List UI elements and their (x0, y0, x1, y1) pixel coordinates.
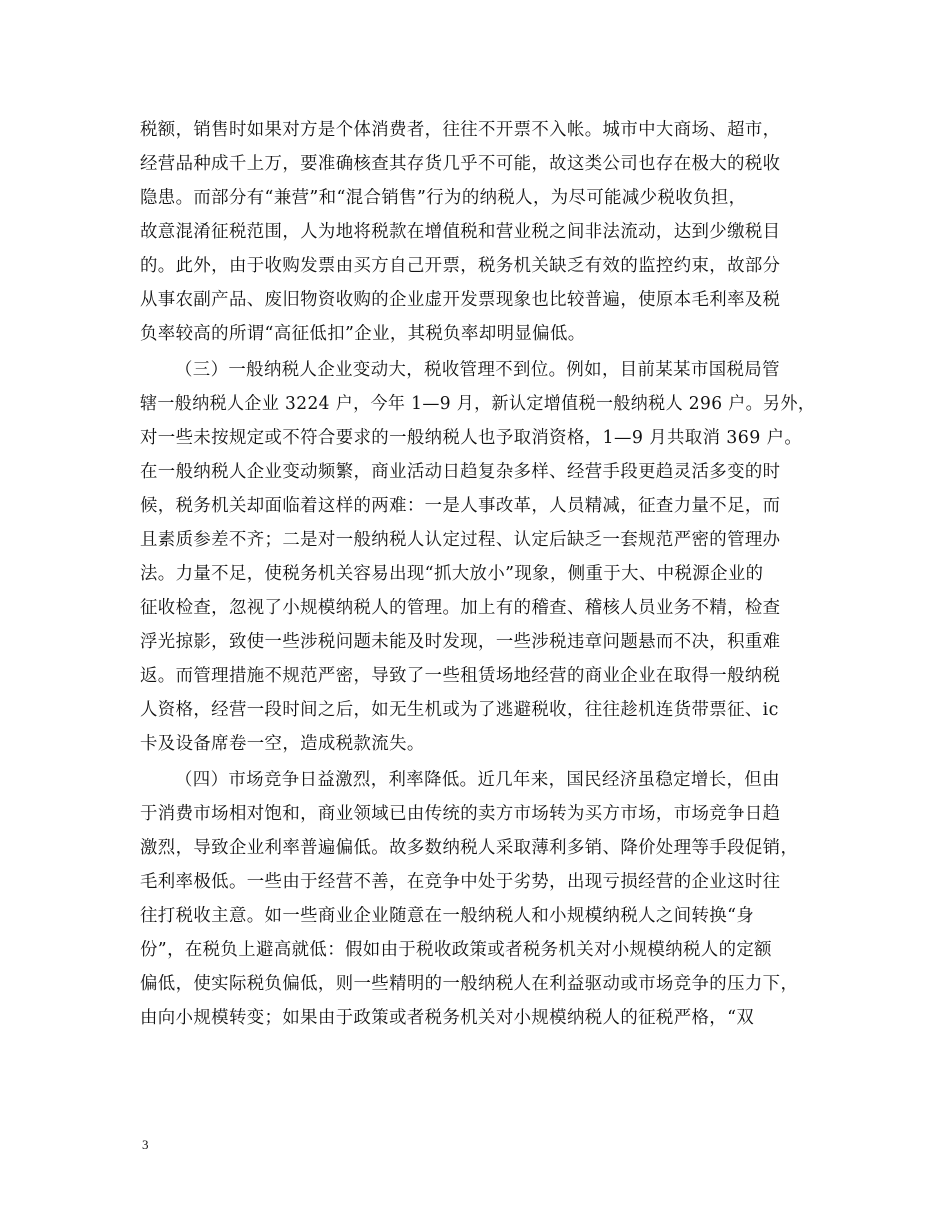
text-line: 法。力量不足，使税务机关容易出现“抓大放小”现象，侧重于大、中税源企业的 (140, 564, 764, 584)
text-line: 辖一般纳税人企业 3224 户，今年 1—9 月，新认定增值税一般纳税人 296 户。另外， (140, 394, 816, 414)
text-line: 隐患。而部分有“兼营”和“混合销售”行为的纳税人，为尽可能减少税收负担， (140, 188, 747, 208)
text-line: 在一般纳税人企业变动频繁，商业活动日趋复杂多样、经营手段更趋灵活多变的时 (140, 462, 781, 482)
text-line: 对一些未按规定或不符合要求的一般纳税人也予取消资格，1—9 月共取消 369 户。 (140, 428, 803, 448)
page-number: 3 (142, 1137, 149, 1152)
text-line: 经营品种成千上万，要准确核查其存货几乎不可能，故这类公司也存在极大的税收 (140, 154, 781, 174)
text-line: 故意混淆征税范围，人为地将税款在增值税和营业税之间非法流动，达到少缴税目 (140, 222, 781, 242)
text-line: 从事农副产品、废旧物资收购的企业虚开发票现象也比较普遍，使原本毛利率及税 (140, 290, 781, 310)
text-line: 的。此外，由于收购发票由买方自己开票，税务机关缺乏有效的监控约束，故部分 (140, 256, 781, 276)
text-line: 份”，在税负上避高就低：假如由于税收政策或者税务机关对小规模纳税人的定额 (140, 940, 772, 960)
text-line: 返。而管理措施不规范严密，导致了一些租赁场地经营的商业企业在取得一般纳税 (140, 666, 781, 686)
text-line: 征收检查，忽视了小规模纳税人的管理。加上有的稽查、稽核人员业务不精，检查 (140, 598, 781, 618)
paragraph-heading-line: （四）市场竞争日益激烈，利率降低。近几年来，国民经济虽稳定增长，但由 (175, 770, 780, 790)
text-line: 卡及设备席卷一空，造成税款流失。 (140, 734, 425, 754)
text-line: 往打税收主意。如一些商业企业随意在一般纳税人和小规模纳税人之间转换“身 (140, 906, 755, 926)
text-line: 毛利率极低。一些由于经营不善，在竞争中处于劣势，出现亏损经营的企业这时往 (140, 872, 781, 892)
text-line: 人资格，经营一段时间之后，如无生机或为了逃避税收，往往趁机连货带票征、ic (140, 700, 779, 720)
text-line: 负率较高的所谓“高征低扣”企业，其税负率却明显偏低。 (140, 324, 586, 344)
text-line: 浮光掠影，致使一些涉税问题未能及时发现，一些涉税违章问题悬而不决，积重难 (140, 632, 781, 652)
text-line: 候，税务机关却面临着这样的两难：一是人事改革，人员精减，征查力量不足，而 (140, 496, 781, 516)
text-line: 激烈，导致企业利率普遍偏低。故多数纳税人采取薄利多销、降价处理等手段促销， (140, 838, 799, 858)
text-line: 于消费市场相对饱和，商业领域已由传统的卖方市场转为买方市场，市场竞争日趋 (140, 804, 781, 824)
text-line: 且素质参差不齐；二是对一般纳税人认定过程、认定后缺乏一套规范严密的管理办 (140, 530, 781, 550)
paragraph-heading-line: （三）一般纳税人企业变动大，税收管理不到位。例如，目前某某市国税局管 (175, 360, 780, 380)
text-line: 税额，销售时如果对方是个体消费者，往往不开票不入帐。城市中大商场、超市， (140, 120, 781, 140)
text-line: 偏低，使实际税负偏低，则一些精明的一般纳税人在利益驱动或市场竞争的压力下， (140, 974, 799, 994)
text-line: 由向小规模转变；如果由于政策或者税务机关对小规模纳税人的征税严格，“双 (140, 1008, 755, 1028)
